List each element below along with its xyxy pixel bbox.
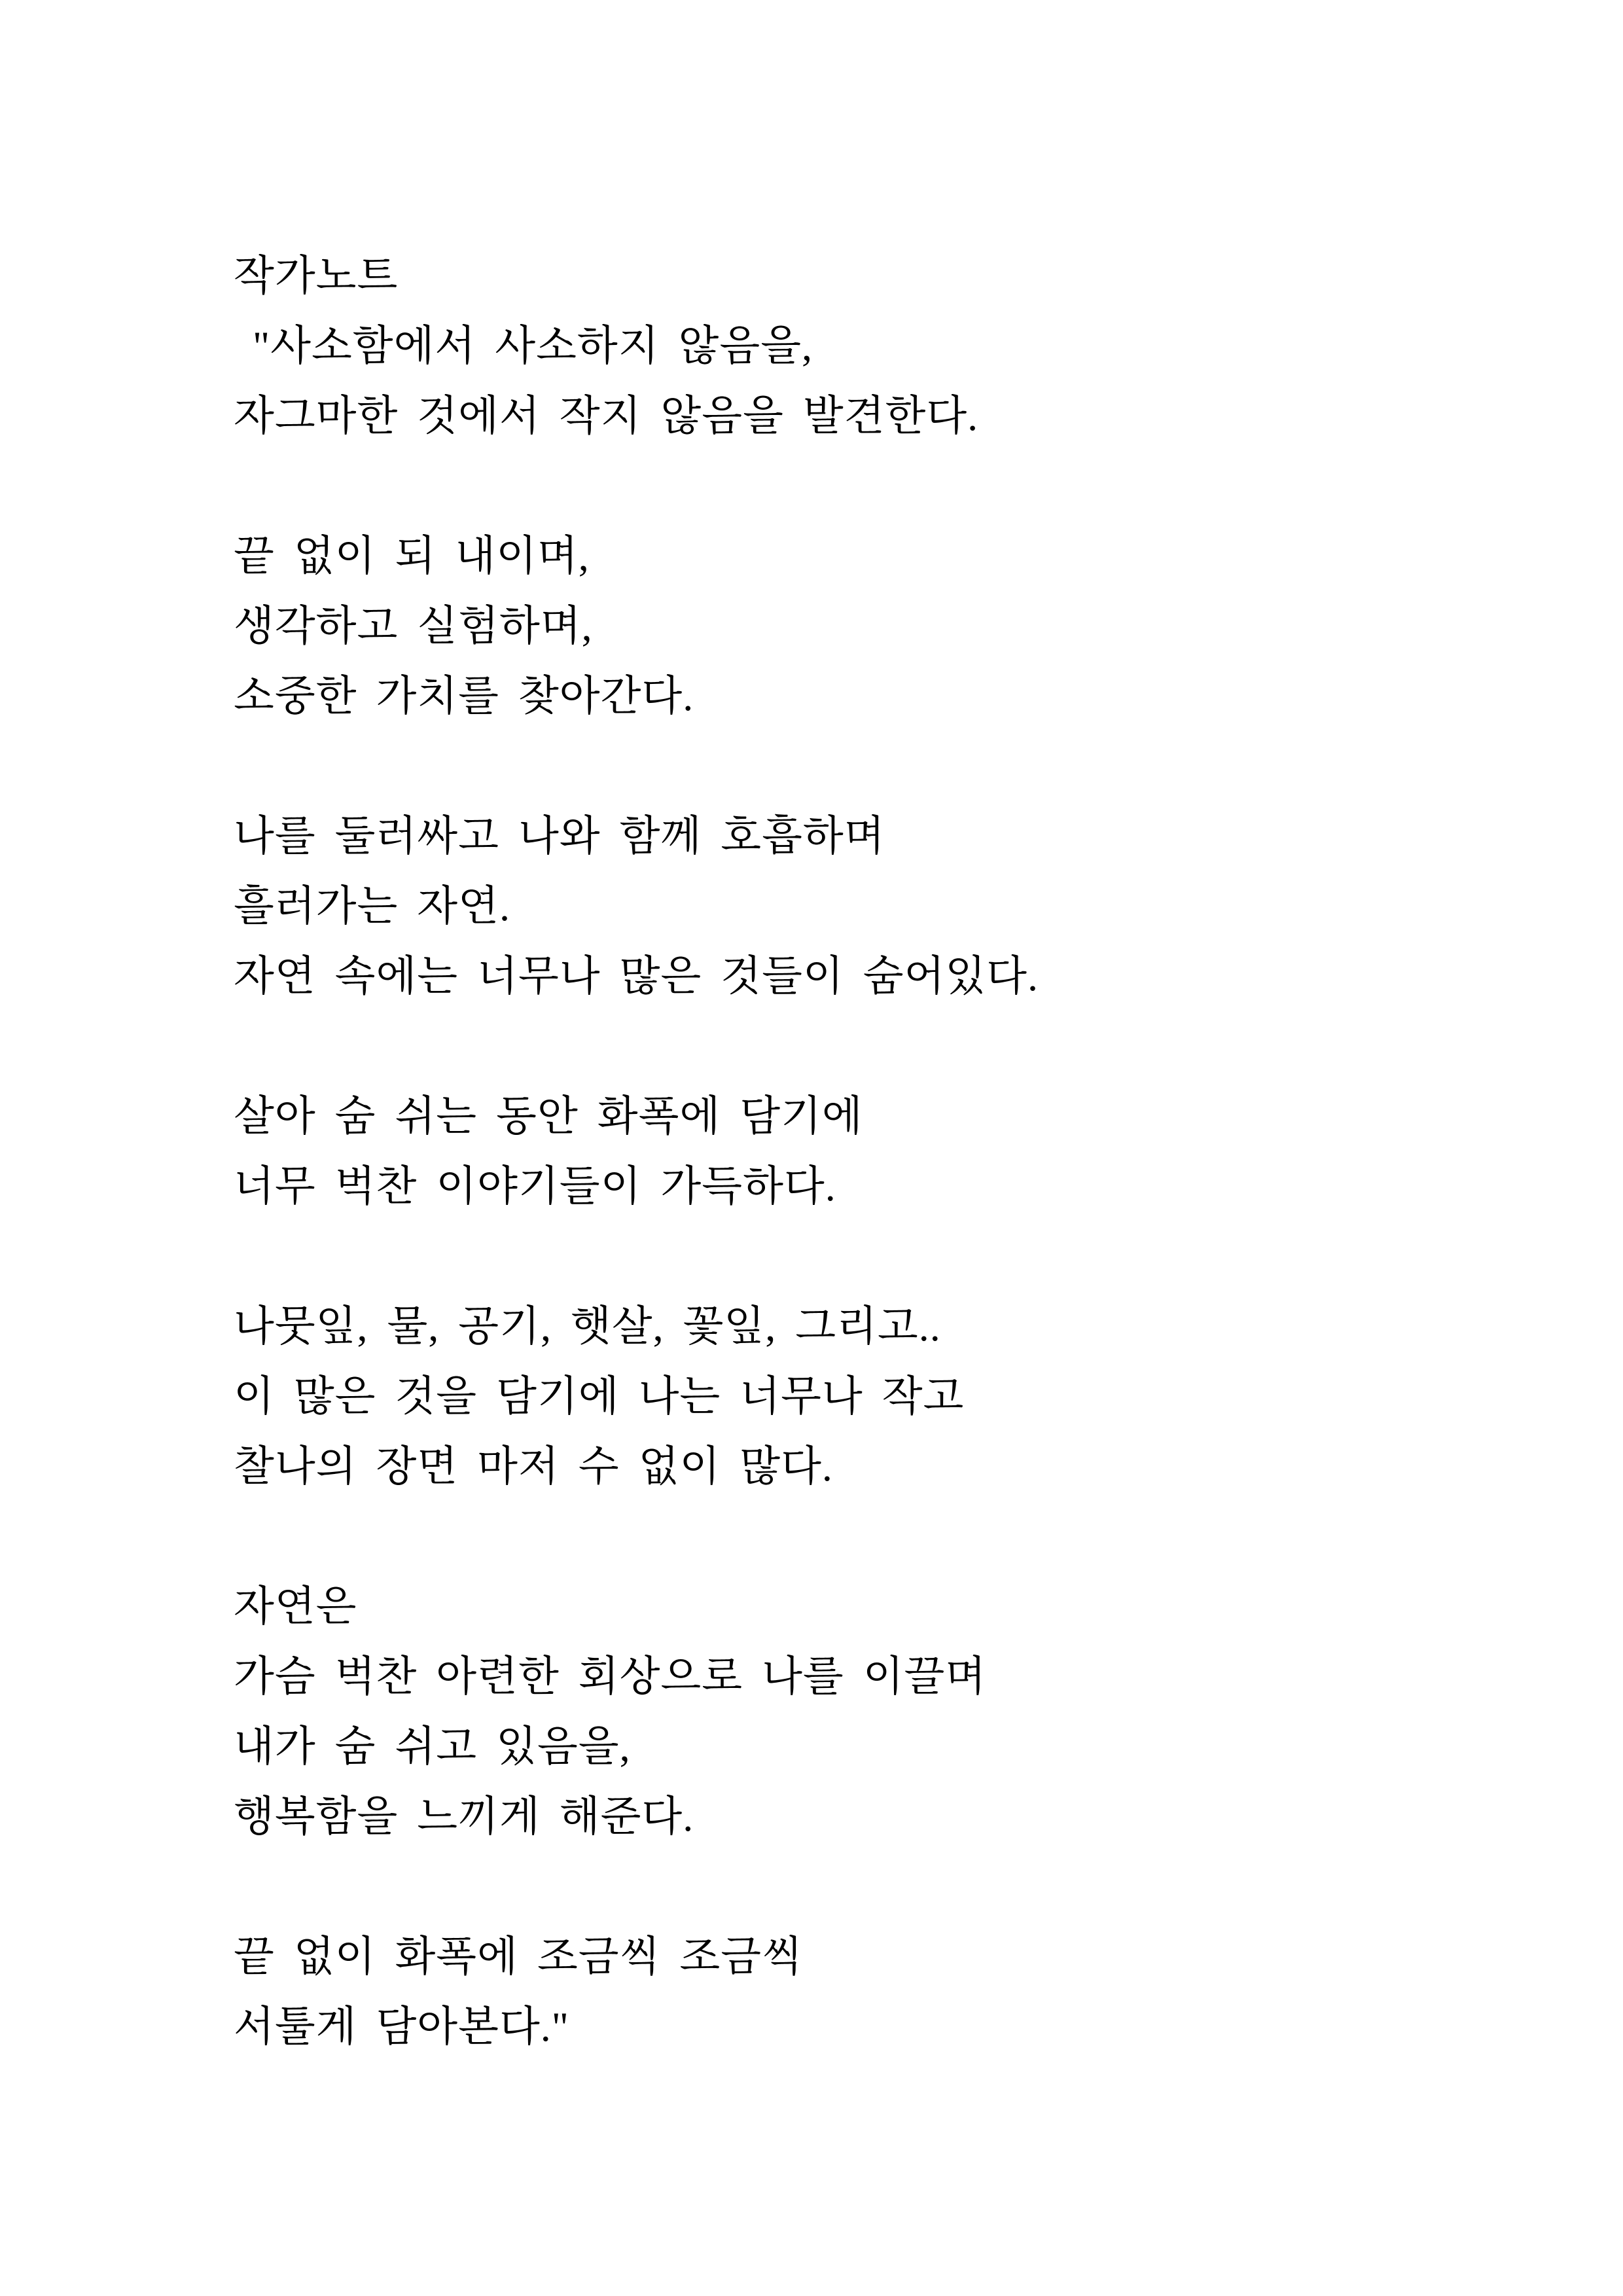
paragraph: [234, 1922, 1412, 2062]
text-line: 생각하고 실험하며,: [234, 603, 593, 649]
document-title: 작가노트: [234, 253, 399, 299]
paragraph: [234, 1571, 1412, 1852]
text-line: 나뭇잎, 물, 공기, 햇살, 꽃잎, 그리고..: [234, 1303, 941, 1350]
text-line: 소중한 가치를 찾아간다.: [234, 673, 694, 719]
text-line: 자연 속에는 너무나 많은 것들이 숨어있다.: [234, 953, 1039, 999]
text-line: 자연은: [234, 1583, 357, 1630]
text-line: 끝 없이 되 내이며,: [234, 533, 590, 579]
text-line: 이 많은 것을 담기에 나는 너무나 작고: [234, 1373, 965, 1420]
text-line: 흘러가는 자연.: [234, 883, 510, 929]
paragraph: [234, 241, 1412, 451]
text-line: 나를 둘러싸고 나와 함께 호흡하며: [234, 813, 885, 859]
text-line: 서툴게 담아본다.": [234, 2003, 569, 2050]
paragraph: [234, 1291, 1412, 1501]
paragraph: [234, 801, 1412, 1011]
paragraph: [234, 1081, 1412, 1221]
paragraph: [234, 521, 1412, 731]
text-block: [234, 241, 1412, 2062]
text-line: "사소함에서 사소하지 않음을,: [234, 323, 813, 369]
text-line: 끝 없이 화폭에 조금씩 조금씩: [234, 1933, 803, 1980]
text-line: 행복함을 느끼게 해준다.: [234, 1793, 694, 1840]
text-line: 가슴 벅찬 아련한 회상으로 나를 이끌며: [234, 1653, 987, 1700]
text-line: 너무 벅찬 이야기들이 가득하다.: [234, 1163, 836, 1210]
text-line: 내가 숨 쉬고 있음을,: [234, 1723, 631, 1770]
text-line: 자그마한 것에서 작지 않음을 발견한다.: [234, 393, 979, 439]
text-line: 찰나의 장면 마저 수 없이 많다.: [234, 1443, 833, 1490]
text-line: 살아 숨 쉬는 동안 화폭에 담기에: [234, 1093, 863, 1139]
